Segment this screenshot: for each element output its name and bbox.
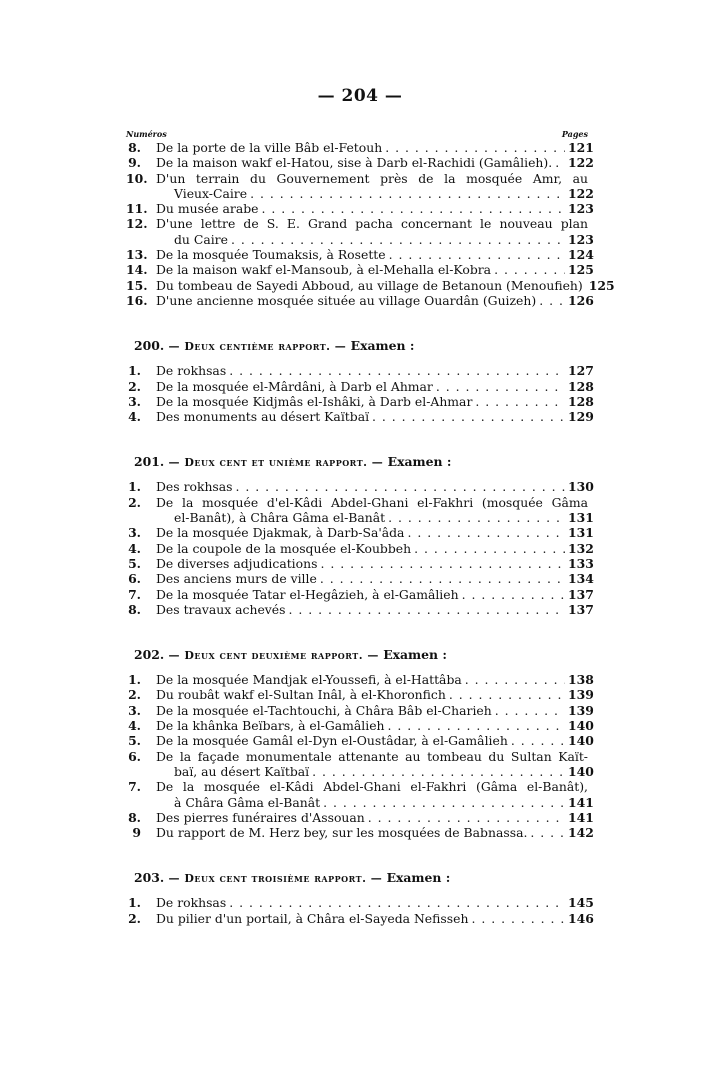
entry-number: 16. [126, 292, 148, 308]
entry-page: 128 [568, 378, 594, 394]
entry-line [156, 171, 588, 186]
list-item [126, 292, 594, 308]
list-item [126, 895, 594, 911]
entry-text: D'un terrain du Gouvernement près de la mosquée Amr, au [156, 170, 588, 186]
dot-leader [494, 262, 565, 277]
list-item [126, 571, 594, 587]
entry-text: De la porte de la ville Bâb el-Fetouh [156, 140, 383, 155]
entry-number: 4. [128, 409, 141, 425]
entry-line [156, 393, 594, 409]
entry-line [156, 809, 594, 825]
entry-line [156, 571, 594, 587]
report-title: — Deux cent deuxième rapport. — [168, 649, 384, 663]
entry-line [156, 247, 594, 263]
dot-leader [555, 155, 565, 170]
spacer [126, 886, 588, 895]
dot-leader [388, 718, 565, 733]
entry-line [174, 185, 594, 201]
list-item [126, 479, 594, 495]
entry-page: 146 [568, 910, 594, 926]
entry-line [156, 363, 594, 379]
entry-text: De la mosquée Gamâl el-Dyn el-Oustâdar, à el-Gamâlieh [156, 733, 508, 749]
dot-leader [323, 795, 565, 810]
entry-number: 1. [128, 672, 141, 688]
entry-line [156, 479, 594, 495]
section-heading [134, 454, 588, 470]
entry-line [156, 525, 594, 541]
examen-label: Examen : [350, 338, 415, 354]
entry-line [156, 672, 594, 688]
entry-page: 123 [568, 231, 594, 247]
entry-number: 2. [128, 494, 141, 510]
entry-line [156, 409, 594, 425]
spacer [126, 470, 588, 479]
table-of-contents [126, 140, 615, 926]
entry-page: 122 [568, 155, 594, 171]
section-heading [134, 338, 588, 354]
list-item [126, 672, 594, 688]
report-title: — Deux cent troisième rapport. — [168, 872, 387, 886]
entry-number: 13. [126, 247, 148, 263]
entry-page: 123 [568, 201, 594, 217]
entry-number: 9 [132, 825, 141, 841]
entry-number: 4. [128, 540, 141, 556]
entry-page: 137 [568, 586, 594, 602]
entry-line [156, 895, 594, 911]
entry-text: Du roubât wakf el-Sultan Inâl, à el-Khoronfich [156, 687, 446, 703]
entry-page: 134 [568, 571, 594, 587]
list-item [126, 201, 594, 217]
list-item [126, 555, 594, 571]
spacer [126, 617, 588, 647]
entry-line [156, 540, 594, 556]
entry-text: De la mosquée el-Mârdâni, à Darb el Ahmar [156, 378, 433, 394]
entry-number: 3. [128, 702, 141, 718]
report-title: — Deux centième rapport. — [168, 340, 351, 354]
list-item [126, 718, 594, 734]
entry-number: 8. [128, 809, 141, 825]
entry-number: 11. [126, 201, 148, 217]
section-heading [134, 870, 588, 886]
dot-leader [539, 293, 565, 308]
entry-page: 125 [588, 277, 615, 293]
entry-line [156, 749, 588, 764]
list-item [126, 525, 594, 541]
entry-text: De la mosquée Kidjmâs el-Ishâki, à Darb el-Ahmar [156, 393, 473, 409]
dot-leader [236, 479, 565, 494]
list-item [126, 247, 594, 263]
entry-page: 130 [568, 479, 594, 495]
entry-text: D'une ancienne mosquée située au village Ouardân (Guizeh) [156, 292, 537, 308]
dot-leader [320, 556, 565, 571]
dot-leader [407, 525, 565, 540]
list-item [126, 540, 594, 556]
dot-leader [250, 186, 565, 201]
entry-page: 141 [568, 794, 594, 810]
entry-line [156, 378, 594, 394]
entry-number: 6. [128, 571, 141, 587]
entry-number: 14. [126, 262, 148, 278]
entry-text: De la mosquée Djakmak, à Darb-Sa'âda [156, 525, 405, 541]
entry-text: el-Banât), à Châra Gâma el-Banât [174, 510, 386, 526]
dot-leader [388, 510, 565, 525]
entry-page: 138 [568, 672, 594, 688]
entry-line [174, 510, 594, 526]
list-item [126, 216, 594, 247]
entry-page: 141 [568, 809, 594, 825]
entry-number: 1. [128, 895, 141, 911]
report-number: 201. [134, 454, 169, 470]
entry-page: 140 [568, 718, 594, 734]
entry-number: 5. [128, 555, 141, 571]
report-title: — Deux cent et unième rapport. — [168, 456, 388, 470]
pages-column-head: Pages [561, 129, 588, 139]
entry-line [156, 216, 588, 231]
list-item [126, 155, 594, 171]
entry-text: De rokhsas [156, 895, 227, 911]
dot-leader [495, 703, 565, 718]
entry-text: Des pierres funéraires d'Assouan [156, 809, 365, 825]
entry-number: 3. [128, 525, 141, 541]
entry-line [156, 586, 594, 602]
report-number: 202. [134, 647, 169, 663]
entry-number: 5. [128, 733, 141, 749]
entry-line [174, 763, 594, 779]
list-item [126, 748, 594, 780]
section-heading [134, 647, 588, 663]
spacer [126, 308, 588, 338]
list-item [126, 825, 594, 841]
entry-page: 127 [568, 363, 594, 379]
entry-number: 1. [128, 479, 141, 495]
entry-line [156, 140, 594, 155]
entry-text: De la mosquée Toumaksis, à Rosette [156, 247, 386, 263]
entry-text: De la mosquée Tatar el-Hegâzieh, à el-Gamâlieh [156, 586, 459, 602]
entry-page: 125 [568, 262, 594, 278]
list-item [126, 140, 594, 155]
examen-label: Examen : [386, 870, 451, 886]
entry-number: 6. [128, 748, 141, 764]
examen-label: Examen : [383, 647, 447, 663]
dot-leader [449, 687, 565, 702]
entry-text: De la mosquée el-Kâdi Abdel-Ghani el-Fakhri (Gâma el-Banât), [156, 779, 588, 795]
entry-page: 139 [568, 687, 594, 703]
dot-leader [530, 825, 565, 840]
entry-page: 145 [568, 895, 594, 911]
entry-page: 122 [568, 185, 594, 201]
entry-text: baï, au désert Kaïtbaï [174, 763, 310, 779]
dot-leader [385, 140, 565, 155]
entry-line [156, 910, 594, 926]
entry-number: 8. [128, 140, 141, 155]
entry-line [156, 825, 594, 841]
entry-line [156, 262, 594, 278]
dot-leader [231, 232, 565, 247]
dot-leader [312, 764, 565, 779]
dot-leader [475, 394, 565, 409]
list-item [126, 409, 594, 425]
entry-number: 7. [128, 586, 141, 602]
list-item [126, 494, 594, 526]
entry-text: Des rokhsas [156, 479, 233, 495]
entry-number: 2. [128, 910, 141, 926]
entry-number: 4. [128, 718, 141, 734]
entry-text: du Caire [174, 231, 228, 247]
entry-page: 140 [568, 763, 594, 779]
report-number: 203. [134, 870, 169, 886]
entry-line [156, 601, 594, 617]
entry-text: Du rapport de M. Herz bey, sur les mosquées de Babnassa. [156, 825, 528, 841]
entry-page: 142 [568, 825, 594, 841]
list-item [126, 363, 594, 379]
entry-line [156, 779, 588, 794]
entry-text: De la coupole de la mosquée el-Koubbeh [156, 540, 412, 556]
entry-text: Des monuments au désert Kaïtbaï [156, 409, 370, 425]
list-item [126, 910, 594, 926]
entry-line [174, 231, 594, 247]
examen-label: Examen : [387, 454, 452, 470]
list-item [126, 779, 594, 810]
list-item [126, 733, 594, 749]
entry-number: 10. [126, 170, 148, 186]
list-item [126, 170, 594, 202]
dot-leader [471, 911, 565, 926]
spacer [126, 424, 588, 454]
entry-text: De la mosquée Mandjak el-Youssefi, à el-Hattâba [156, 672, 462, 688]
entry-line [156, 733, 594, 749]
list-item [126, 601, 594, 617]
entry-page: 140 [568, 733, 594, 749]
entry-line [156, 718, 594, 734]
entry-line [156, 702, 594, 718]
dot-leader [414, 541, 565, 556]
dot-leader [368, 810, 565, 825]
entry-text: De la khânka Beïbars, à el-Gamâlieh [156, 718, 385, 734]
spacer [126, 663, 588, 672]
entry-page: 129 [568, 409, 594, 425]
dot-leader [372, 409, 565, 424]
entry-text: Du pilier d'un portail, à Châra el-Sayeda Nefisseh [156, 910, 469, 926]
dot-leader [262, 201, 565, 216]
entry-page: 131 [568, 510, 594, 526]
numbers-column-head: Numéros [126, 129, 167, 139]
entry-number: 2. [128, 687, 141, 703]
entry-text: De la façade monumentale attenante au tombeau du Sultan Kaït- [156, 748, 588, 764]
entry-number: 3. [128, 393, 141, 409]
entry-text: Vieux-Caire [174, 185, 248, 201]
list-item [126, 809, 594, 825]
dot-leader [288, 602, 565, 617]
entry-text: De rokhsas [156, 363, 227, 379]
entry-text: Du musée arabe [156, 201, 259, 217]
entry-text: De la mosquée d'el-Kâdi Abdel-Ghani el-Fakhri (mosquée Gâma [156, 494, 588, 510]
list-item [126, 393, 594, 409]
spacer [126, 354, 588, 363]
list-item [126, 378, 594, 394]
entry-page: 133 [568, 555, 594, 571]
entry-number: 12. [126, 216, 148, 232]
entry-page: 139 [568, 702, 594, 718]
entry-line [156, 687, 594, 703]
list-item [126, 262, 594, 278]
entry-text: Du tombeau de Sayedi Abboud, au village de Betanoun (Menoufieh) [156, 277, 583, 293]
entry-page: 124 [568, 247, 594, 263]
dot-leader [229, 895, 565, 910]
dot-leader [436, 379, 565, 394]
entry-text: D'une lettre de S. E. Grand pacha concernant le nouveau plan [156, 216, 588, 232]
entry-text: De la maison wakf el-Hatou, sise à Darb el-Rachidi (Gamâlieh). [156, 155, 553, 171]
entry-number: 15. [126, 277, 148, 293]
entry-text: Des anciens murs de ville [156, 571, 317, 587]
list-item [126, 687, 594, 703]
entry-text: Des travaux achevés [156, 601, 286, 617]
entry-text: à Châra Gâma el-Banât [174, 794, 321, 810]
list-item [126, 277, 615, 293]
entry-line [156, 277, 615, 293]
entry-line [156, 201, 594, 217]
entry-page: 137 [568, 601, 594, 617]
entry-line [156, 155, 594, 171]
dot-leader [389, 247, 565, 262]
dot-leader [229, 363, 565, 378]
entry-line [156, 495, 588, 510]
entry-page: 128 [568, 393, 594, 409]
dot-leader [320, 571, 565, 586]
entry-page: 131 [568, 525, 594, 541]
page-number: — 204 — [317, 86, 403, 106]
dot-leader [465, 672, 565, 687]
dot-leader [511, 733, 565, 748]
list-item [126, 702, 594, 718]
entry-line [174, 794, 594, 810]
entry-text: De la mosquée el-Tachtouchi, à Châra Bâb el-Charieh [156, 702, 492, 718]
dot-leader [462, 587, 565, 602]
report-number: 200. [134, 338, 169, 354]
entry-number: 8. [128, 601, 141, 617]
spacer [126, 840, 588, 870]
entry-number: 7. [128, 779, 141, 795]
entry-number: 9. [128, 155, 141, 171]
entry-text: De diverses adjudications [156, 555, 318, 571]
entry-page: 132 [568, 540, 594, 556]
entry-page: 121 [568, 140, 594, 155]
entry-page: 126 [568, 292, 594, 308]
entry-line [156, 555, 594, 571]
entry-text: De la maison wakf el-Mansoub, à el-Mehalla el-Kobra [156, 262, 492, 278]
entry-line [156, 292, 594, 308]
entry-number: 2. [128, 378, 141, 394]
list-item [126, 586, 594, 602]
entry-number: 1. [128, 363, 141, 379]
